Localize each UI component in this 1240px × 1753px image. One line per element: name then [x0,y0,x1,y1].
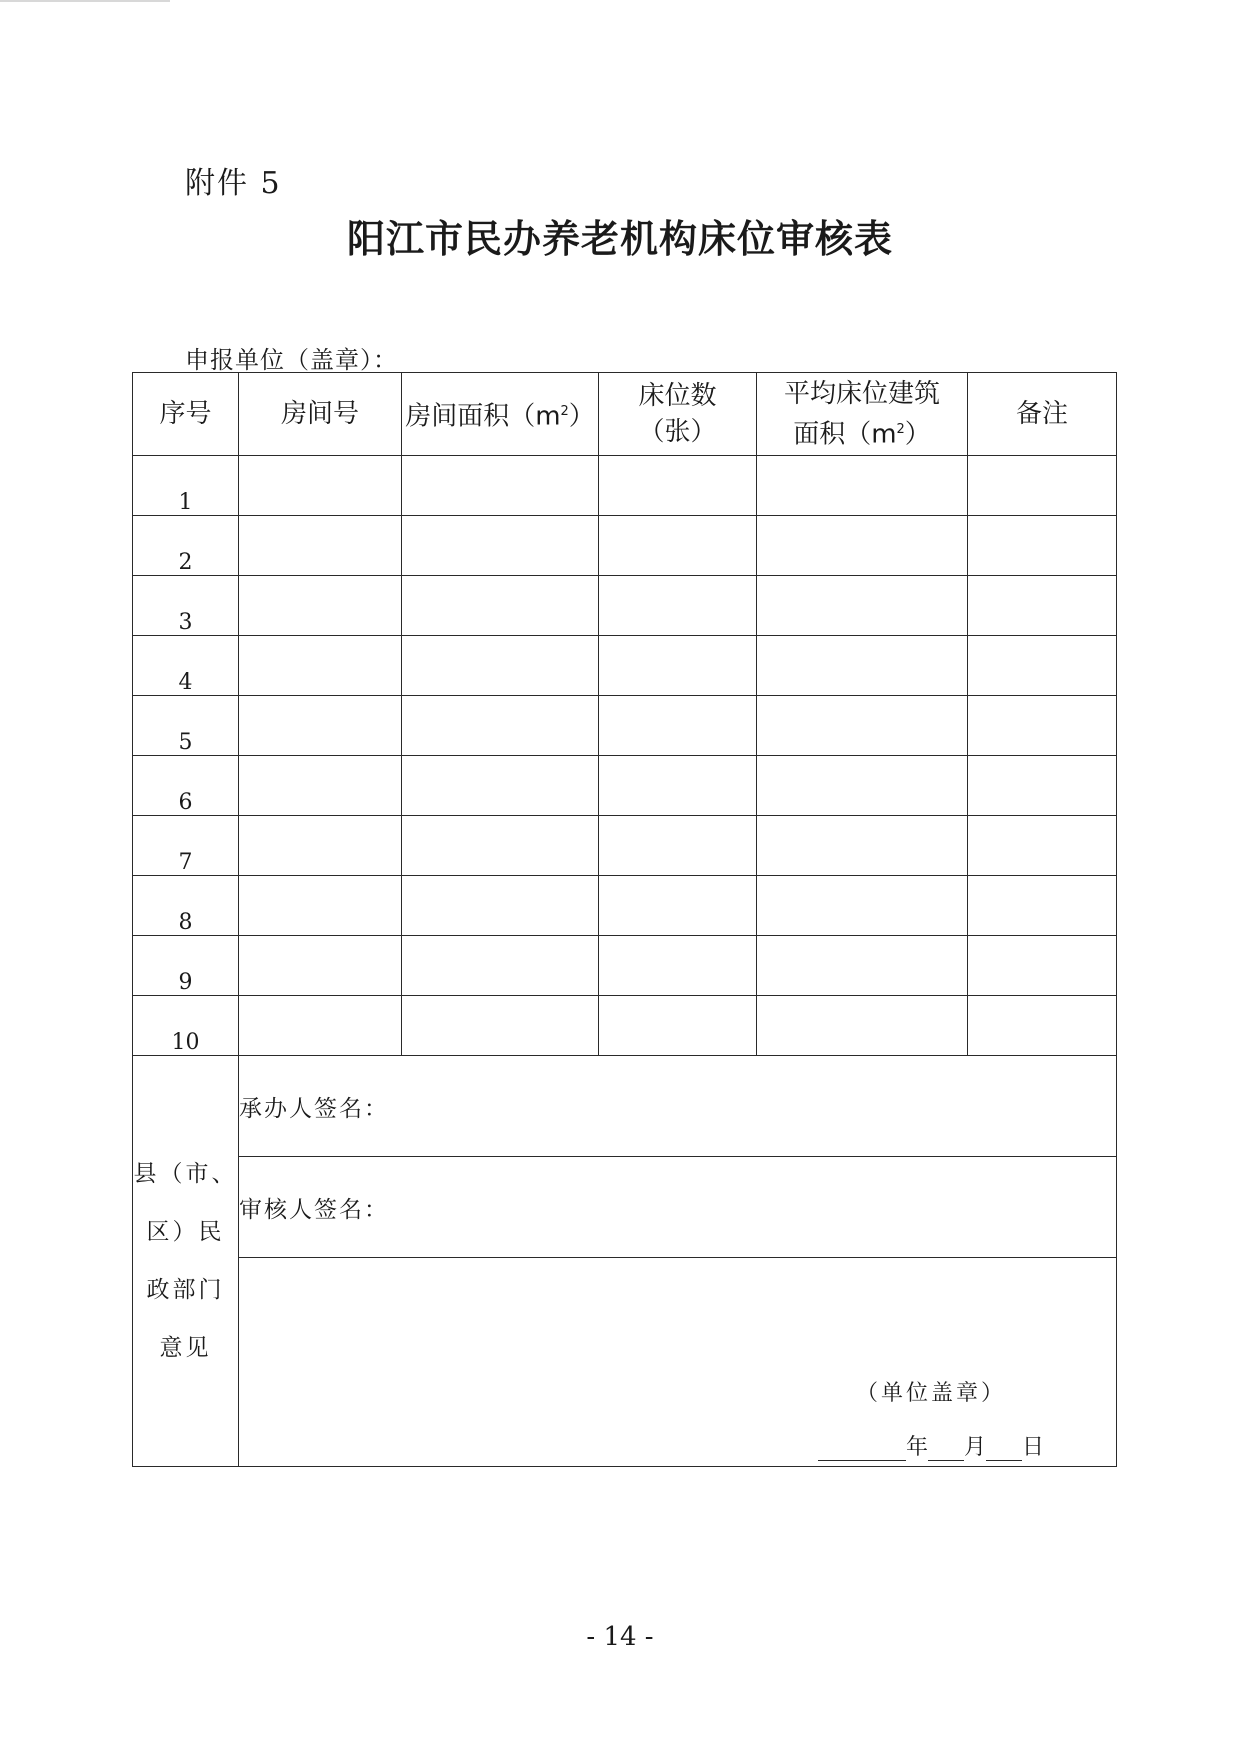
room-area-field[interactable] [402,876,599,936]
remark-field[interactable] [968,876,1117,936]
row-number: 7 [133,816,239,876]
table-row [133,756,1117,816]
table-row [133,456,1117,516]
room-number-field[interactable] [239,816,402,876]
row-number: 1 [133,456,239,516]
row-number: 9 [133,936,239,996]
header-avg-bed-area: 平均床位建筑 面积$(m^2)$ [757,373,968,456]
header-remark: 备注 [968,373,1117,456]
remark-field[interactable] [968,936,1117,996]
bed-count-field[interactable] [599,816,757,876]
table-header-row [133,373,1117,456]
room-number-field[interactable] [239,576,402,636]
avg-bed-area-field[interactable] [757,816,968,876]
header-seq: 序号 [133,373,239,456]
month-blank[interactable] [928,1436,964,1461]
remark-field[interactable] [968,516,1117,576]
attachment-label: 附件 5 [185,166,282,201]
approval-seal-row [133,1258,1117,1467]
handler-signature-label: 承办人签名： [239,1095,389,1122]
row-number: 3 [133,576,239,636]
remark-field[interactable] [968,576,1117,636]
month-label: 月 [963,1435,986,1460]
bed-count-field[interactable] [599,876,757,936]
room-number-field[interactable] [239,756,402,816]
avg-bed-area-field[interactable] [757,996,968,1056]
row-number: 10 [133,996,239,1056]
avg-bed-area-field[interactable] [757,936,968,996]
bed-count-field[interactable] [599,996,757,1056]
room-area-field[interactable] [402,816,599,876]
dept-opinion-label: 县（市、 区）民 政部门 意见 [133,1056,239,1467]
room-area-field[interactable] [402,756,599,816]
unit-seal-label: （单位盖章） [855,1381,1006,1406]
room-number-field[interactable] [239,936,402,996]
header-room-number: 房间号 [239,373,402,456]
table-row [133,816,1117,876]
room-area-field[interactable] [402,456,599,516]
header-room-area: 房间面积$(m^2)$ [402,373,599,456]
row-number: 2 [133,516,239,576]
table-row [133,936,1117,996]
room-area-field[interactable] [402,696,599,756]
room-number-field[interactable] [239,696,402,756]
room-number-field[interactable] [239,636,402,696]
room-area-field[interactable] [402,576,599,636]
page-number: - 14 - [586,1622,654,1652]
day-label: 日 [1021,1435,1044,1460]
table-row [133,576,1117,636]
table-row [133,516,1117,576]
approval-handler-row [133,1056,1117,1157]
approval-date [818,1430,1044,1461]
room-area-field[interactable] [402,996,599,1056]
row-number: 4 [133,636,239,696]
table-row [133,996,1117,1056]
dept-opinion-field[interactable] [239,1258,1117,1467]
scan-edge-mark [0,0,170,2]
avg-bed-area-field[interactable] [757,456,968,516]
reviewer-signature-field[interactable] [239,1157,1117,1258]
avg-bed-area-field[interactable] [757,756,968,816]
table-row [133,876,1117,936]
room-number-field[interactable] [239,996,402,1056]
bed-count-field[interactable] [599,456,757,516]
header-bed-count: 床位数 （张） [599,373,757,456]
remark-field[interactable] [968,696,1117,756]
remark-field[interactable] [968,996,1117,1056]
room-area-field[interactable] [402,636,599,696]
bed-count-field[interactable] [599,936,757,996]
bed-count-field[interactable] [599,756,757,816]
bed-count-field[interactable] [599,516,757,576]
table-row [133,696,1117,756]
avg-bed-area-field[interactable] [757,516,968,576]
table-row [133,636,1117,696]
room-area-field[interactable] [402,936,599,996]
reviewer-signature-label: 审核人签名： [239,1196,389,1223]
remark-field[interactable] [968,756,1117,816]
avg-bed-area-field[interactable] [757,876,968,936]
bed-count-field[interactable] [599,636,757,696]
row-number: 6 [133,756,239,816]
avg-bed-area-field[interactable] [757,636,968,696]
remark-field[interactable] [968,456,1117,516]
year-label: 年 [905,1435,928,1460]
page-title: 阳江市民办养老机构床位审核表 [346,216,893,261]
day-blank[interactable] [986,1436,1022,1461]
avg-bed-area-field[interactable] [757,696,968,756]
row-number: 8 [133,876,239,936]
bed-count-field[interactable] [599,576,757,636]
remark-field[interactable] [968,636,1117,696]
bed-audit-table [132,372,1117,1467]
avg-bed-area-field[interactable] [757,576,968,636]
row-number: 5 [133,696,239,756]
remark-field[interactable] [968,816,1117,876]
approval-reviewer-row [133,1157,1117,1258]
applicant-unit-label: 申报单位（盖章）： [185,346,398,374]
room-area-field[interactable] [402,516,599,576]
room-number-field[interactable] [239,456,402,516]
bed-count-field[interactable] [599,696,757,756]
room-number-field[interactable] [239,876,402,936]
year-blank[interactable] [818,1436,906,1461]
handler-signature-field[interactable] [239,1056,1117,1157]
room-number-field[interactable] [239,516,402,576]
